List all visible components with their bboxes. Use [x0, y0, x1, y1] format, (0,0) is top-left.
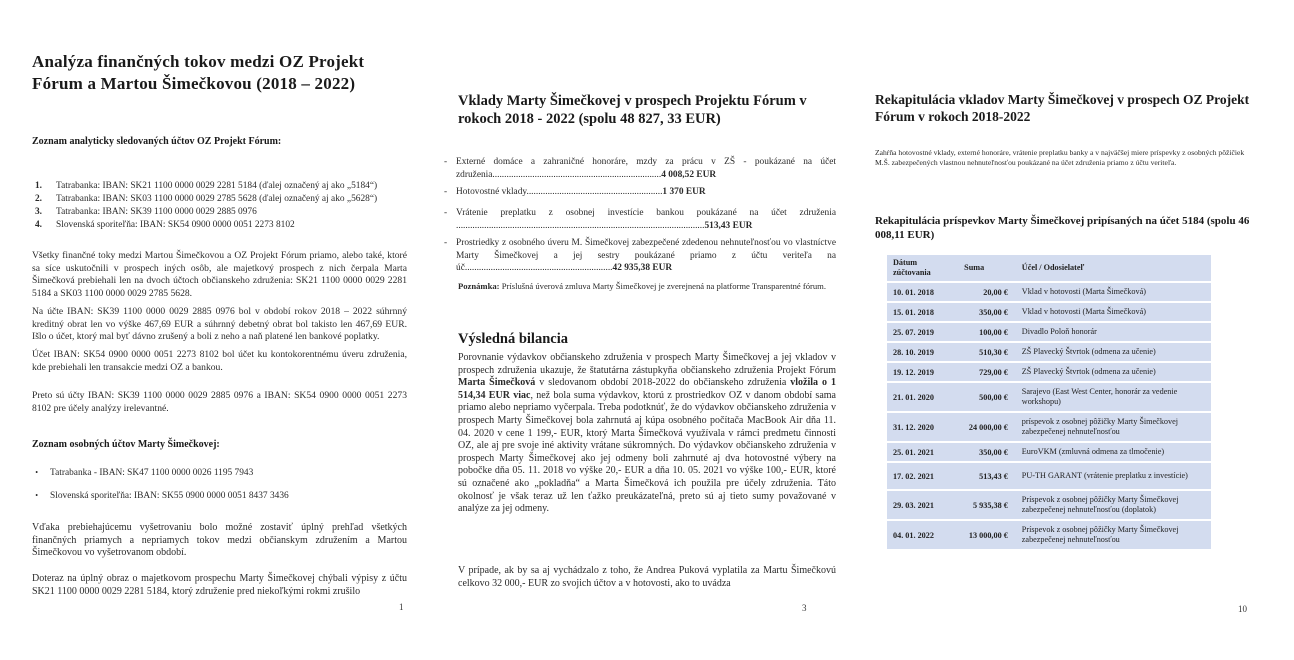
- note: Poznámka: Príslušná úverová zmluva Marty Šimečkovej je zverejnená na platforme Transparentné fórum.: [458, 281, 827, 291]
- date-cell: 15. 01. 2018: [887, 303, 960, 321]
- date-cell: 31. 12. 2020: [887, 413, 960, 441]
- purpose-cell: Vklad v hotovosti (Marta Šimečková): [1018, 283, 1211, 301]
- date-cell: 10. 01. 2018: [887, 283, 960, 301]
- list-item: - Vrátenie preplatku z osobnej investície bankou poukázané na účet združenia ..........................................................................................................513,43 EUR: [444, 208, 836, 231]
- page-title: Rekapitulácia vkladov Marty Šimečkovej v prospech OZ Projekt Fórum v rokoch 2018-2022: [875, 92, 1250, 124]
- table-row: [887, 343, 1211, 361]
- accounts-list: [20, 180, 420, 232]
- paragraph: V prípade, ak by sa aj vychádzalo z toho, že Andrea Puková vyplatila za Martu Šimečkovú celkovo 32 000,- EUR zo svojich účtov a v hotovosti, ako to uvádza: [458, 565, 836, 589]
- list-item: 1. Tatrabanka: IBAN: SK21 1100 0000 0029 2281 5184 (ďalej označený aj ako „5184“): [34, 181, 378, 191]
- table-heading: Rekapitulácia príspevkov Marty Šimečkovej pripísaných na účet 5184 (spolu 46 008,11 EUR): [875, 215, 1250, 241]
- purpose-cell: Príspevok z osobnej pôžičky Marty Šimečkovej zabezpečenej nehnuteľnosťou: [1018, 521, 1211, 549]
- column-header: Suma: [960, 255, 1018, 281]
- sum-cell: 510,30 €: [960, 343, 1018, 361]
- purpose-cell: PU-TH GARANT (vrátenie preplatku z investície): [1018, 463, 1211, 489]
- sum-cell: 500,00 €: [960, 383, 1018, 411]
- document-page-1: [0, 0, 430, 660]
- date-cell: 17. 02. 2021: [887, 463, 960, 489]
- list-item: 2. Tatrabanka: IBAN: SK03 1100 0000 0029 2785 5628 (ďalej označený aj ako „5628“): [34, 194, 378, 204]
- list-item: - Prostriedky z osobného úveru M. Šimečkovej zabezpečené zdedenou nehnuteľnosťou vo vlastníctve Marty Šimečkovej a jej sestry poukázané priamo z účtu veriteľa na úč...............................................................42 935,38 EUR: [444, 238, 836, 273]
- date-cell: 04. 01. 2022: [887, 521, 960, 549]
- document-page-2: [436, 0, 858, 660]
- personal-accounts-heading: Zoznam osobných účtov Marty Šimečkovej:: [32, 439, 220, 450]
- page-number: 3: [802, 603, 807, 613]
- table-row: [887, 491, 1211, 519]
- paragraph: Na účte IBAN: SK39 1100 0000 0029 2885 0976 bol v období rokov 2018 – 2022 súhrnný kreditný obrat len vo výške 467,69 EUR a súhrnný debetný obrat bol takisto len 467,69 EUR. Išlo o účet, ktorý mal byť dávno zrušený a boli z neho a naň platené len bankové poplatky.: [32, 306, 407, 343]
- purpose-cell: Sarajevo (East West Center, honorár za vedenie workshopu): [1018, 383, 1211, 411]
- sum-cell: 100,00 €: [960, 323, 1018, 341]
- paragraph: Preto sú účty IBAN: SK39 1100 0000 0029 2885 0976 a IBAN: SK54 0900 0000 0051 2273 8102 pre účely analýzy irelevantné.: [32, 390, 407, 414]
- list-item: - Externé domáce a zahraničné honoráre, mzdy za prácu v ZŠ - poukázané na účet združenia........................................................................4 008,52 EUR: [444, 157, 836, 180]
- balance-paragraph: Porovnanie výdavkov občianskeho združenia v prospech Marty Šimečkovej a jej vkladov v prospech združenia ukazuje, že štatutárna zástupkyňa občianskeho združenia Projekt Fórum Marta Šimečková v sledovanom období 2018-2022 do občianskeho združenia vložila o 1 514,34 EUR viac, než bola suma výdavkov, ktorú z prostriedkov OZ v danom období sama priamo alebo nepriamo vyčerpala. Treba podotknúť, že do výdavkov občianskeho združenia v prospech Marty Šimečkovej bola zahrnutá aj kúpa osobného počítača MacBook Air dňa 11. 04. 2020 v cene 1 199,- EUR, ktorý Marta Šimečková využívala v rámci predmetu činnosti OZ, ale aj pre svoje iné aktivity vrátane súkromných. Do výdavkov občianskeho združenia v prospech Marty Šimečkovej ako jej odmeny boli zahrnuté aj dva hotovostné výbery na pobočke dňa 05. 11. 2018 vo výške 20,- EUR a dňa 10. 05. 2021 vo výške 100,- EUR, ktoré sú označené ako „pokladňa“ a Marta Šimečková ich použila pre účely združenia. Táto okolnosť je však teraz už len ťažko preukázateľná, preto sú aj tieto sumy považované v analýze za jej odmeny.: [458, 352, 836, 515]
- table-row: [887, 521, 1211, 549]
- list-item: • Slovenská sporiteľňa: IBAN: SK55 0900 0000 0051 8437 3436: [35, 491, 289, 501]
- purpose-cell: Vklad v hotovosti (Marta Šimečková): [1018, 303, 1211, 321]
- table-row: [887, 443, 1211, 461]
- purpose-cell: Príspevok z osobnej pôžičky Marty Šimečkovej zabezpečenej nehnuteľnosťou (doplatok): [1018, 491, 1211, 519]
- paragraph: Všetky finančné toky medzi Martou Šimečkovou a OZ Projekt Fórum priamo, alebo také, ktoré sa síce uskutočnili v prospech iných osôb, ale majetkový prospech z nich čerpala Marta Šimečková prebiehali len na dvoch účtoch občianskeho združenia: SK21 1100 0000 0029 2281 5184 a SK03 1100 0000 0029 2785 5628.: [32, 250, 407, 299]
- table-row: [887, 383, 1211, 411]
- page-title: Analýza finančných tokov medzi OZ Projekt Fórum a Martou Šimečkovou (2018 – 2022): [32, 52, 365, 93]
- date-cell: 25. 01. 2021: [887, 443, 960, 461]
- purpose-cell: ZŠ Plavecký Štvrtok (odmena za učenie): [1018, 343, 1211, 361]
- table-row: [887, 363, 1211, 381]
- date-cell: 25. 07. 2019: [887, 323, 960, 341]
- sum-cell: 729,00 €: [960, 363, 1018, 381]
- sum-cell: 13 000,00 €: [960, 521, 1018, 549]
- page-number: 10: [1238, 604, 1247, 614]
- paragraph: Doteraz na úplný obraz o majetkovom prospechu Marty Šimečkovej chýbali výpisy z účtu SK21 1100 0000 0029 2281 5184, ktorý združenie pred niekoľkými rokmi zrušilo: [32, 573, 407, 597]
- table-row: [887, 413, 1211, 441]
- accounts-heading: Zoznam analyticky sledovaných účtov OZ Projekt Fórum:: [32, 136, 282, 147]
- date-cell: 29. 03. 2021: [887, 491, 960, 519]
- page-number: 1: [399, 602, 404, 612]
- purpose-cell: EuroVKM (zmluvná odmena za tlmočenie): [1018, 443, 1211, 461]
- section-heading: Výsledná bilancia: [458, 331, 568, 347]
- sum-cell: 5 935,38 €: [960, 491, 1018, 519]
- intro-text: Zahŕňa hotovostné vklady, externé honoráre, vrátenie preplatku banky a v najväčšej miere príspevky z osobných pôžičiek M.Š. zabezpečených vlastnou nehnuteľnosťou poukázané na účet združenia priamo z účtu veriteľa.: [875, 148, 1245, 167]
- personal-accounts-list: [12, 466, 412, 512]
- column-header: Účel / Odosielateľ: [1018, 255, 1211, 281]
- list-item: - Hotovostné vklady..........................................................1 370 EUR: [444, 187, 706, 197]
- sum-cell: 20,00 €: [960, 283, 1018, 301]
- purpose-cell: Divadlo Poloň honorár: [1018, 323, 1211, 341]
- sum-cell: 513,43 €: [960, 463, 1018, 489]
- table-row: [887, 283, 1211, 301]
- sum-cell: 24 000,00 €: [960, 413, 1018, 441]
- list-item: 4. Slovenská sporiteľňa: IBAN: SK54 0900 0000 0051 2273 8102: [34, 220, 295, 230]
- list-item: • Tatrabanka - IBAN: SK47 1100 0000 0026 1195 7943: [35, 468, 254, 478]
- table-header-row: [887, 255, 1211, 281]
- paragraph: Účet IBAN: SK54 0900 0000 0051 2273 8102 bol účet ku kontokorentnému úveru združenia, kde prebiehali len transakcie medzi OZ a bankou.: [32, 349, 407, 373]
- date-cell: 19. 12. 2019: [887, 363, 960, 381]
- document-page-3: [864, 0, 1294, 660]
- column-header: Dátum zúčtovania: [887, 255, 960, 281]
- sum-cell: 350,00 €: [960, 303, 1018, 321]
- sum-cell: 350,00 €: [960, 443, 1018, 461]
- table-row: [887, 323, 1211, 341]
- table-row: [887, 463, 1211, 489]
- table-row: [887, 303, 1211, 321]
- date-cell: 21. 01. 2020: [887, 383, 960, 411]
- purpose-cell: ZŠ Plavecký Štvrtok (odmena za učenie): [1018, 363, 1211, 381]
- date-cell: 28. 10. 2019: [887, 343, 960, 361]
- paragraph: Vďaka prebiehajúcemu vyšetrovaniu bolo možné zostaviť úplný prehľad všetkých finančných priamych a nepriamych tokov medzi občianskym združením a Martou Šimečkovou vo vyšetrovanom období.: [32, 522, 407, 559]
- purpose-cell: príspevok z osobnej pôžičky Marty Šimečkovej zabezpečenej nehnuteľnosťou: [1018, 413, 1211, 441]
- page-title: Vklady Marty Šimečkovej v prospech Projektu Fórum v rokoch 2018 - 2022 (spolu 48 827, 33 EUR): [458, 93, 807, 127]
- recap-table: [887, 253, 1211, 551]
- list-item: 3. Tatrabanka: IBAN: SK39 1100 0000 0029 2885 0976: [34, 207, 257, 217]
